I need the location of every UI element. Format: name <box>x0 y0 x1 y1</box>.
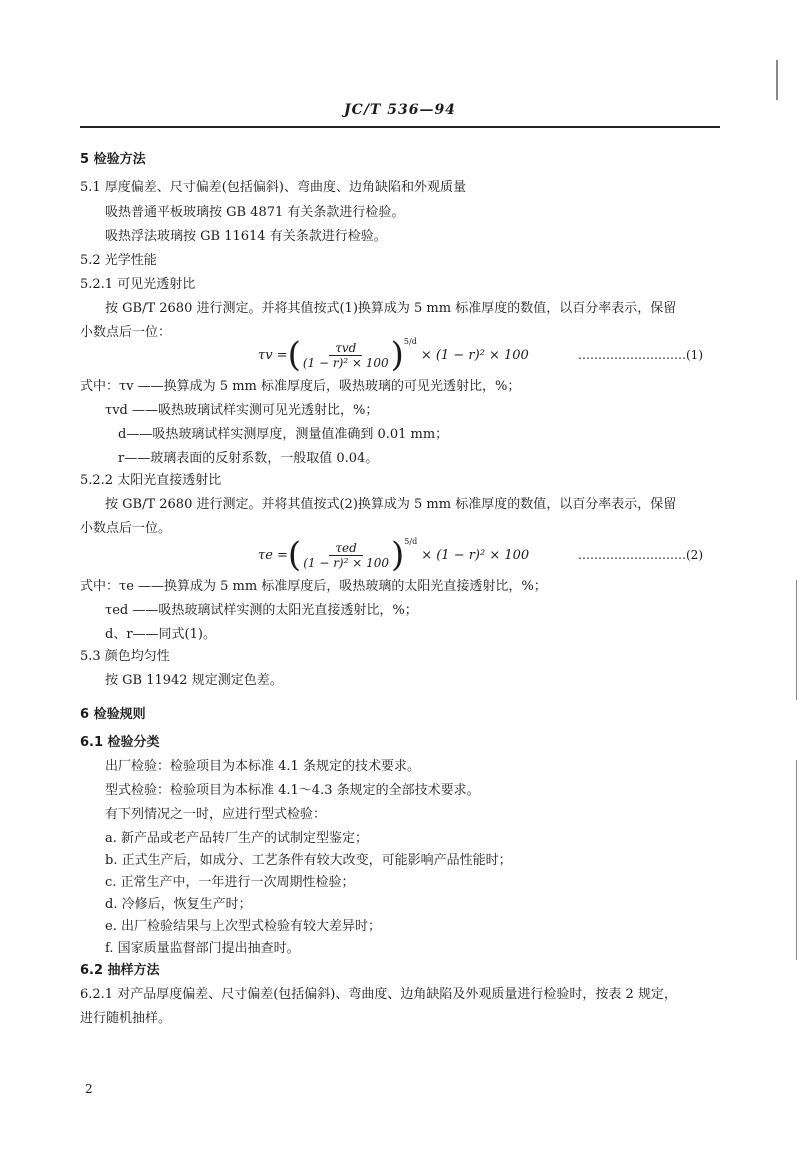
list-item: a. 新产品或老产品转厂生产的试制定型鉴定； <box>105 831 369 846</box>
formula-ref: ………………………(1) <box>578 348 703 362</box>
paragraph: 有下列情况之一时，应进行型式检验： <box>105 807 327 822</box>
scan-edge <box>796 580 797 700</box>
paragraph: 按 GB/T 2680 进行测定。并将其值按式(2)换算成为 5 mm 标准厚度的数值，以百分率表示，保留 <box>105 497 677 512</box>
where-line: d——吸热玻璃试样实测厚度，测量值准确到 0.01 mm； <box>118 427 449 442</box>
where-line: 式中：τe ——换算成为 5 mm 标准厚度后，吸热玻璃的太阳光直接透射比，%； <box>80 579 547 594</box>
heading-5-2: 5.2 光学性能 <box>80 253 157 268</box>
formula-lhs: τv = <box>258 347 288 363</box>
heading-5: 5 检验方法 <box>80 152 146 167</box>
paragraph: 出厂检验：检验项目为本标准 4.1 条规定的技术要求。 <box>105 759 420 774</box>
list-item: d. 冷修后，恢复生产时； <box>105 897 252 912</box>
formula-1: τv = ( $\frac{\text{τvd}}{\text{(1 − r)² × 100}}$ ) 5/d × (1 − r)² × 100 <box>258 335 529 375</box>
where-line: r——玻璃表面的反射系数，一般取值 0.04。 <box>118 451 379 466</box>
heading-6-1: 6.1 检验分类 <box>80 735 160 750</box>
list-item: b. 正式生产后，如成分、工艺条件有较大改变，可能影响产品性能时； <box>105 853 512 868</box>
paragraph: 小数点后一位。 <box>80 521 172 536</box>
formula-denominator: (1 − r)² × 100 <box>303 555 390 570</box>
formula-exponent: 5/d <box>403 336 417 346</box>
list-item: f. 国家质量监督部门提出抽查时。 <box>105 941 300 956</box>
paragraph: 型式检验：检验项目为本标准 4.1～4.3 条规定的全部技术要求。 <box>105 783 480 798</box>
heading-6-2: 6.2 抽样方法 <box>80 963 160 978</box>
where-line: d、r——同式(1)。 <box>105 627 216 642</box>
document-code: JC/T 536—94 <box>344 102 456 118</box>
paragraph: 吸热浮法玻璃按 GB 11614 有关条款进行检验。 <box>105 229 387 244</box>
formula-numerator: τvd <box>329 341 362 356</box>
paragraph: 按 GB 11942 规定测定色差。 <box>105 673 283 688</box>
paragraph: 小数点后一位： <box>80 325 172 340</box>
where-line: τvd ——吸热玻璃试样实测可见光透射比，%； <box>105 403 379 418</box>
where-line: τed ——吸热玻璃试样实测的太阳光直接透射比，%； <box>105 603 418 618</box>
formula-rhs: × (1 − r)² × 100 <box>421 547 530 563</box>
list-item: c. 正常生产中，一年进行一次周期性检验； <box>105 875 355 890</box>
header-rule <box>80 126 720 128</box>
formula-exponent: 5/d <box>404 536 418 546</box>
scan-edge <box>776 60 778 100</box>
formula-ref: ………………………(2) <box>578 548 703 562</box>
paragraph: 进行随机抽样。 <box>80 1011 172 1026</box>
heading-5-3: 5.3 颜色均匀性 <box>80 649 170 664</box>
heading-5-2-1: 5.2.1 可见光透射比 <box>80 277 196 292</box>
formula-numerator: τed <box>329 541 362 556</box>
page-number: 2 <box>85 1082 93 1096</box>
scan-edge <box>796 760 797 960</box>
formula-rhs: × (1 − r)² × 100 <box>420 347 529 363</box>
formula-denominator: (1 − r)² × 100 <box>302 355 389 370</box>
where-line: 式中：τv ——换算成为 5 mm 标准厚度后，吸热玻璃的可见光透射比，%； <box>80 379 521 394</box>
formula-lhs: τe = <box>258 547 288 563</box>
heading-5-2-2: 5.2.2 太阳光直接透射比 <box>80 473 222 488</box>
paragraph: 6.2.1 对产品厚度偏差、尺寸偏差(包括偏斜)、弯曲度、边角缺陷及外观质量进行检验时，按表 2 规定， <box>80 987 677 1002</box>
heading-6: 6 检验规则 <box>80 707 146 722</box>
paragraph: 按 GB/T 2680 进行测定。并将其值按式(1)换算成为 5 mm 标准厚度的数值，以百分率表示，保留 <box>105 301 677 316</box>
paragraph: 吸热普通平板玻璃按 GB 4871 有关条款进行检验。 <box>105 205 405 220</box>
formula-2: τe = ( $\frac{\text{τed}}{\text{(1 − r)² × 100}}$ ) 5/d × (1 − r)² × 100 <box>258 535 530 575</box>
list-item: e. 出厂检验结果与上次型式检验有较大差异时； <box>105 919 381 934</box>
heading-5-1: 5.1 厚度偏差、尺寸偏差(包括偏斜)、弯曲度、边角缺陷和外观质量 <box>80 180 466 195</box>
